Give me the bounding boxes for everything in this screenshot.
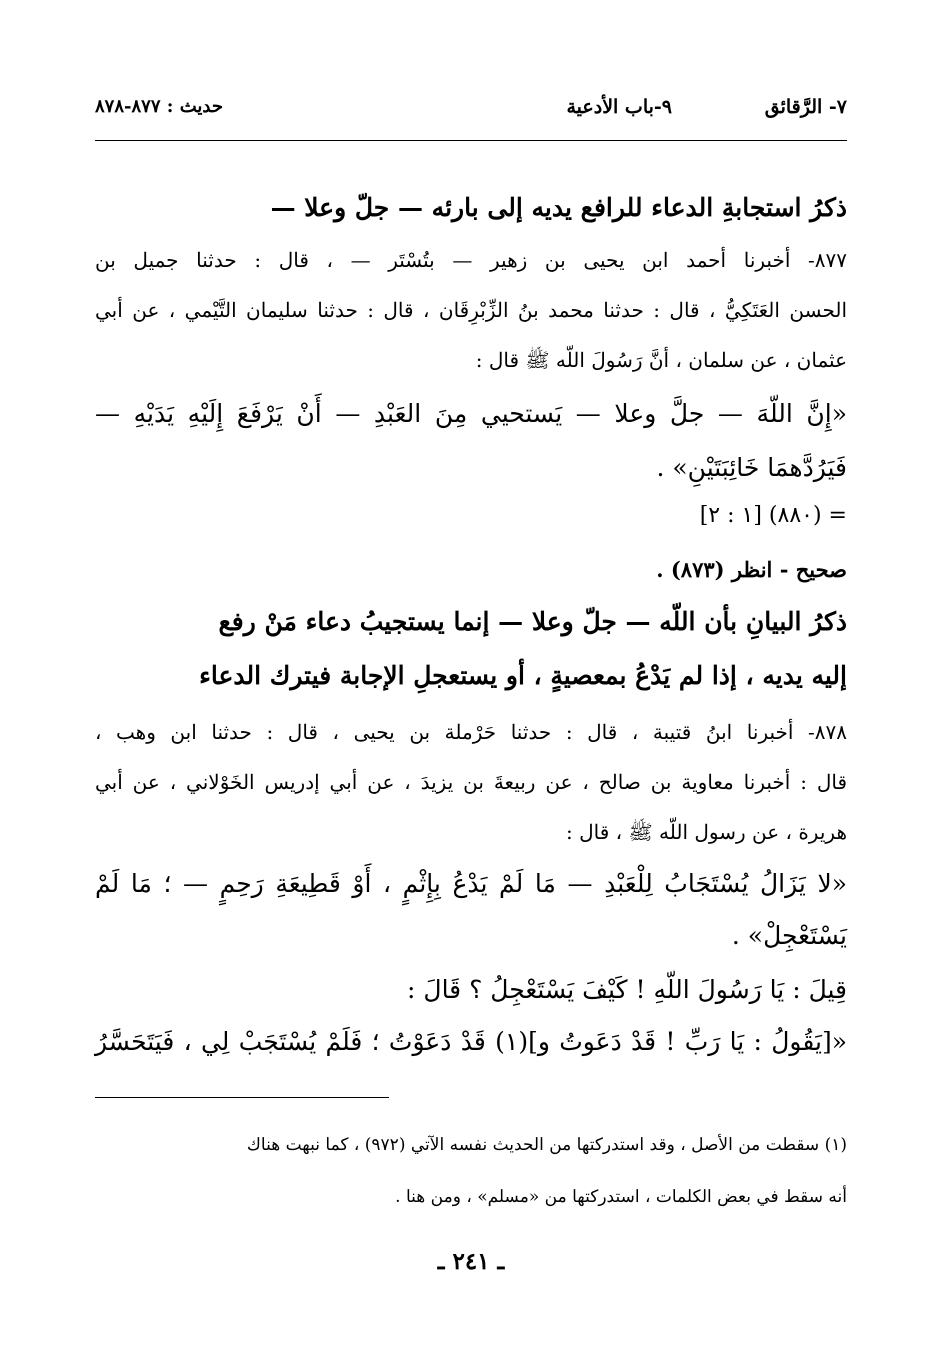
footnote-line-2: أنه سقط في بعض الكلمات ، استدركتها من «مسلم» ، ومن هنا . <box>395 1187 847 1207</box>
section2-heading-line-1: ذكرُ البيانِ بأن اللّه — جلّ وعلا — إنما يستجيبُ دعاء مَنْ رفع <box>218 607 847 636</box>
section1-matn-line-2: فَيَرُدَّهمَا خَائِبَتَيْنِ» . <box>656 453 847 482</box>
section1-isnad-line-3: عثمان ، عن سلمان ، أنَّ رَسُولَ اللّه ﷺ قال : <box>475 348 847 372</box>
section2-matn-line-2: يَسْتَعْجِلْ» . <box>731 921 847 950</box>
section2-isnad-line-2: قال : أخبرنا معاوية بن صالح ، عن ربيعةَ بن يزيدَ ، عن أبي إدريس الخَوْلاني ، عن أبي <box>95 770 848 794</box>
footnote-line-1: (١) سقطت من الأصل ، وقد استدركتها من الحديث نفسه الآتي (٩٧٢) ، كما نبهت هناك <box>246 1135 847 1155</box>
chapter-title: ٧- الرَّقائق <box>764 96 847 118</box>
book-page <box>95 0 847 1367</box>
section1-isnad-line-1: ٨٧٧- أخبرنا أحمد ابن يحيى بن زهير — بتُسْتَر — ، قال : حدثنا جميل بن <box>95 248 847 272</box>
section-title: ٩-باب الأدعية <box>566 96 672 118</box>
section1-isnad-line-2: الحسن العَتَكِيُّ ، قال : حدثنا محمد بنُ الزِّبْرِقَان ، قال : حدثنا سليمان التَّيْمي ، عن أبي <box>95 298 847 322</box>
section1-reference: = (٨٨٠) [١ : ٢] <box>699 503 847 528</box>
section2-matn-line-4: «[يَقُولُ : يَا رَبِّ ! قَدْ دَعَوتُ و](١) قَدْ دَعَوْتُ ؛ فَلَمْ يُسْتَجَبْ لِي ، فَيَتَحَسَّرُ <box>95 1027 847 1056</box>
hadith-range: حديث : ٨٧٧-٨٧٨ <box>95 96 223 117</box>
running-header <box>95 96 847 140</box>
section2-matn-line-3: قِيلَ : يَا رَسُولَ اللّهِ ! كَيْفَ يَسْتَعْجِلُ ؟ قَالَ : <box>407 975 847 1004</box>
section1-matn-line-1: «إِنَّ اللّهَ — جلَّ وعلا — يَستحيي مِنَ العَبْدِ — أَنْ يَرْفَعَ إِلَيْهِ يَدَيْهِ — <box>95 399 847 428</box>
footnote-divider <box>95 1097 389 1098</box>
page-number: ـ ٢٤١ ـ <box>437 1248 505 1275</box>
section2-matn-line-1: «لا يَزَالُ يُسْتَجَابُ لِلْعَبْدِ — مَا لَمْ يَدْعُ بِإِثْمٍ ، أَوْ قَطِيعَةِ رَحِمٍ — ؛ مَا لَمْ <box>95 869 847 898</box>
section2-heading-line-2: إليه يديه ، إذا لم يَدْعُ بمعصيةٍ ، أو يستعجلِ الإجابة فيترك الدعاء <box>199 661 847 690</box>
section1-heading: ذكرُ استجابةِ الدعاء للرافع يديه إلى بارئه — جلّ وعلا — <box>270 193 847 222</box>
section1-ruling: صحيح - انظر (٨٧٣) . <box>656 557 847 582</box>
section2-isnad-line-3: هريرة ، عن رسول اللّه ﷺ ، قال : <box>566 820 847 844</box>
section2-isnad-line-1: ٨٧٨- أخبرنا ابنُ قتيبة ، قال : حدثنا حَرْملة بن يحيى ، قال : حدثنا ابن وهب ، <box>95 720 847 744</box>
header-divider <box>95 140 847 141</box>
